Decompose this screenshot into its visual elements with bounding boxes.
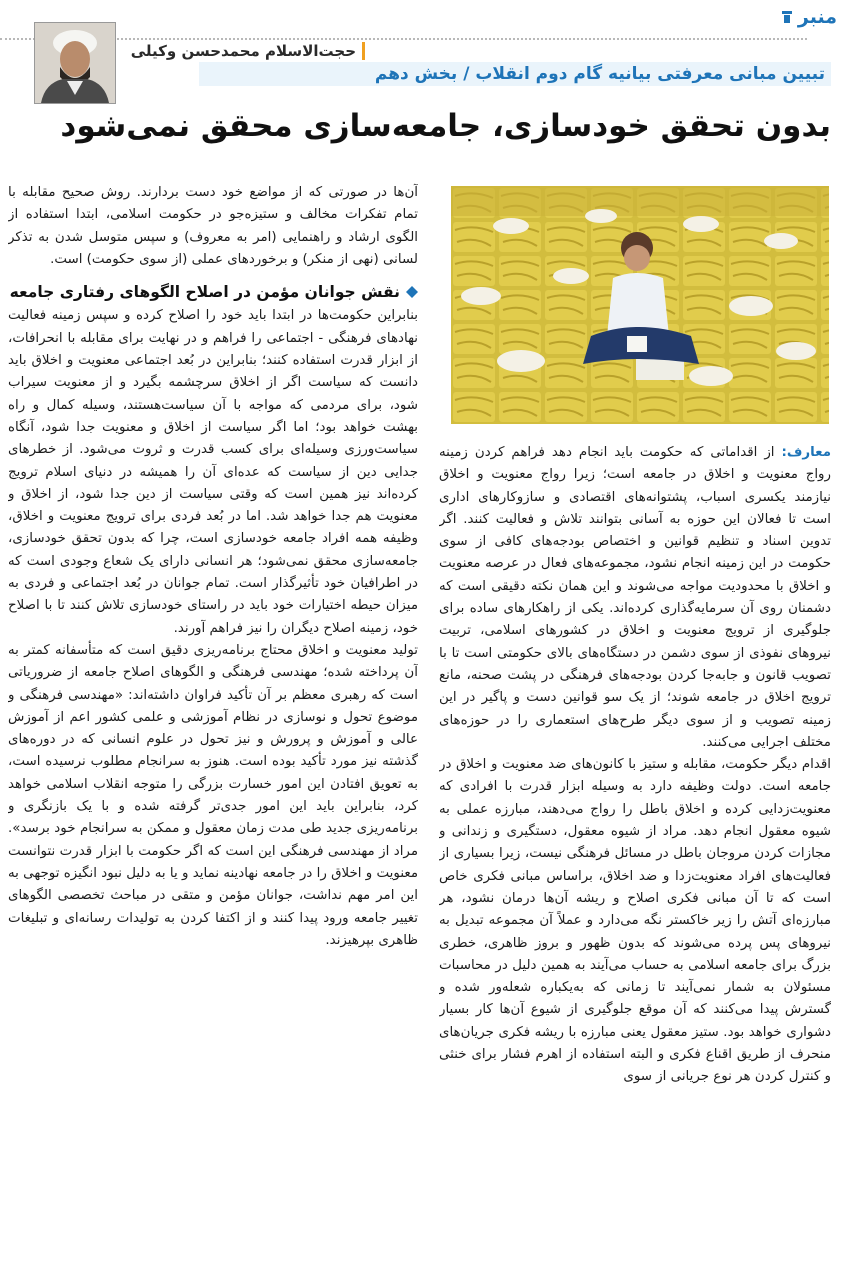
lead-label: معارف: [781, 445, 831, 460]
lead-column [439, 442, 831, 1272]
section-label: منبر [797, 6, 837, 28]
pulpit-icon [780, 10, 794, 24]
author-portrait [34, 22, 116, 104]
sub-heading [8, 281, 418, 303]
lead-text-1: از اقداماتی که حکومت باید انجام دهد فراهم کردن زمینه رواج معنویت و اخلاق در جامعه است؛ زیرا رواج معنویت و اخلاق نیازمند یکسری اسباب، پشتوانه‌های اقتصادی و سازوکارهای اداری است تا فعالان این حوزه به آسانی بتوانند تلاش و فعالیت کنند. اگر تدوین اسناد و تنظیم قوانین و اختصاص بودجه‌های کافی از سوی حکومت در این زمینه انجام نشود، مجموعه‌های فعال در عرصه معنویت و اخلاق با محدودیت مواجه می‌شوند و این همان نکته دقیقی است که دشمنان روی آن سرمایه‌گذاری کرده‌اند. یکی از راهکارهای ساده برای جلوگیری از ترویج معنویت و اخلاق در کشورهای اسلامی، تربیت نیروهای نفوذی از سوی دشمن در دستگاه‌های بالای حکومتی است تا با تصویب قانون و جابه‌جا کردن بودجه‌های فرهنگی در پشت صحنه، مانع ترویج اخلاق در جامعه شوند؛ از یک سو قوانین دست و پاگیر در این زمینه تصویب و از سوی دیگر طرح‌های استعماری را در حوزه‌های مختلف اجرایی می‌کنند. [439, 445, 831, 750]
author-portrait-image [35, 23, 115, 103]
continuation-paragraph-3: تولید معنویت و اخلاق محتاج برنامه‌ریزی دقیق است که متأسفانه کمتر به آن پرداخته شده؛ مهندسی فرهنگی و الگوهای اصلاح جامعه از ضروریاتی است که رهبری معظم بر آن تأکید فراوان داشته‌اند: «مهندسی فرهنگی و موضوع تحول و نوسازی در نظام آموزشی و علمی کشور اعم از آموزش عالی و آموزش و پرورش و نیز تحول در علوم انسانی که در دوره‌های گذشته نیز مورد تأکید بوده است. هنوز به سرانجام مطلوب نرسیده است، به تعویق افتادن این امور خسارت بزرگی را متوجه انقلاب اسلامی خواهد کرد، بنابراین باید این امور جدی‌تر گرفته شده و با یک بازنگری و برنامه‌ریزی جدید طی مدت زمان معقول و ممکن به سرانجام خود برسد». مراد از مهندسی فرهنگی این است که اگر حکومت با ابزار قدرت نتوانست معنویت و اخلاق را در جامعه نهادینه نماید و یا به دلیل نبود انگیزه توجهی به این امر مهم نداشت، جوانان مؤمن و متقی در مباحث تخصصی الگوهای تغییر جامعه ورود پیدا کنند و از اکتفا کردن به تولیدات رسانه‌ای و تبلیغات ظاهری بپرهیزند. [8, 642, 418, 948]
header-divider [0, 38, 807, 40]
kicker: تبیین مبانی معرفتی بیانیه گام دوم انقلاب / بخش دهم [199, 62, 831, 86]
continuation-paragraph-1: آن‌ها در صورتی که از مواضع خود دست بردارند. روش صحیح مقابله با تمام تفکرات مخالف و ستیزه‌جو در حکومت اسلامی، ابتدا استفاده از الگوی ارشاد و راهنمایی (امر به معروف) و سپس متوسل شدن به تذکر لسانی (نهی از منکر) و برخوردهای عملی (از سوی حکومت) است. [8, 185, 418, 267]
lead-paragraph-2: اقدام دیگر حکومت، مقابله و ستیز با کانون‌های ضد معنویت و اخلاق در جامعه است. دولت وظیفه دارد به وسیله ابزار قدرت با افرادی که معنویت‌زدایی کرده و اخلاق باطل را رواج می‌دهند، مبارزه عملی به شیوه معقول انجام دهد. مراد از شیوه معقول، دستگیری و زندانی و مجازات کردن مروجان باطل در مسائل فرهنگی نیست، زیرا بسیاری از فعالیت‌های افراد معنویت‌زدا و ضد اخلاق، براساس مبانی فکری خاص است که تا آن مبانی فکری اصلاح و ریشه آن‌ها درمان نشود، هر مبارزه‌ای آتش را زیر خاکستر نگه می‌دارد و عملاً آن مجموعه تبدیل به نیروهای پس پرده می‌شوند که بدون ظهور و بروز ظاهری، خطری بزرگ برای جامعه اسلامی به حساب می‌آیند به همین دلیل در محاسبات مسئولان به شمار نمی‌آیند تا زمانی که به‌یکباره شعله‌ور شده و گسترش پیدا می‌کنند که آن موقع جلوگیری از شیوع آن‌ها کار بسیار دشواری خواهد بود. ستیز معقول یعنی مبارزه با ریشه فکری جریان‌های منحرف از طریق اقناع فکری و البته استفاده از اهرم فشار برای خنثی و کنترل کردن هر نوع جریانی از سوی [439, 757, 831, 1085]
article-photo-image [451, 186, 829, 424]
author-name: حجت‌الاسلام محمدحسن وکیلی [131, 42, 365, 60]
headline: بدون تحقق خودسازی، جامعه‌سازی محقق نمی‌شود [60, 108, 831, 144]
lead-paragraph-1 [439, 442, 831, 754]
diamond-bullet-icon [406, 286, 418, 298]
sub-heading-text: نقش جوانان مؤمن در اصلاح الگوهای رفتاری جامعه [9, 283, 400, 302]
page-header [0, 0, 847, 34]
article-photo [451, 186, 829, 424]
continuation-paragraph-2: بنابراین حکومت‌ها در ابتدا باید خود را اصلاح کرده و سپس زمینه فعالیت نهادهای فرهنگی - اجتماعی را فراهم و در نهایت برای مقابله با انحرافات، از ابزار قدرت استفاده کنند؛ بنابراین در بُعد اجتماعی معنویت و اخلاق باید دانست که سیاست اگر از اخلاق سرچشمه بگیرد و از معنویت سیراب شود، برای مردمی که مواجه با آن سیاست‌هستند، وسیله کمال و راه بهشت خواهد بود؛ اما اگر سیاست از اخلاق و معنویت جدا شود، آنگاه سیاست‌ورزی وسیله‌ای برای کسب قدرت و ثروت می‌شود. از خطرهای جدایی دین از سیاست که عده‌ای آن را همیشه در دنیای اسلام ترویج کرده‌اند نیز همین است که وقتی سیاست از دین جدا شود، از اخلاق و معنویت هم جدا خواهد شد. اما در بُعد فردی برای ترویج معنویت و اخلاق، وظیفه همه افراد جامعه خودسازی است، چرا که بدون تحقق خودسازی، جامعه‌سازی محقق نمی‌شود؛ هر انسانی دارای یک شعاع وجودی است که در اطرافیان خود تأثیرگذار است. تمام جوانان در بُعد اجتماعی و فردی به میزان حیطه اختیارات خود باید در راستای خودسازی تلاش کنند تا با اصلاح خود، زمینه اصلاح دیگران را نیز فراهم آورند. [8, 308, 418, 636]
continuation-column [8, 182, 418, 1272]
section-tag[interactable] [780, 6, 837, 28]
